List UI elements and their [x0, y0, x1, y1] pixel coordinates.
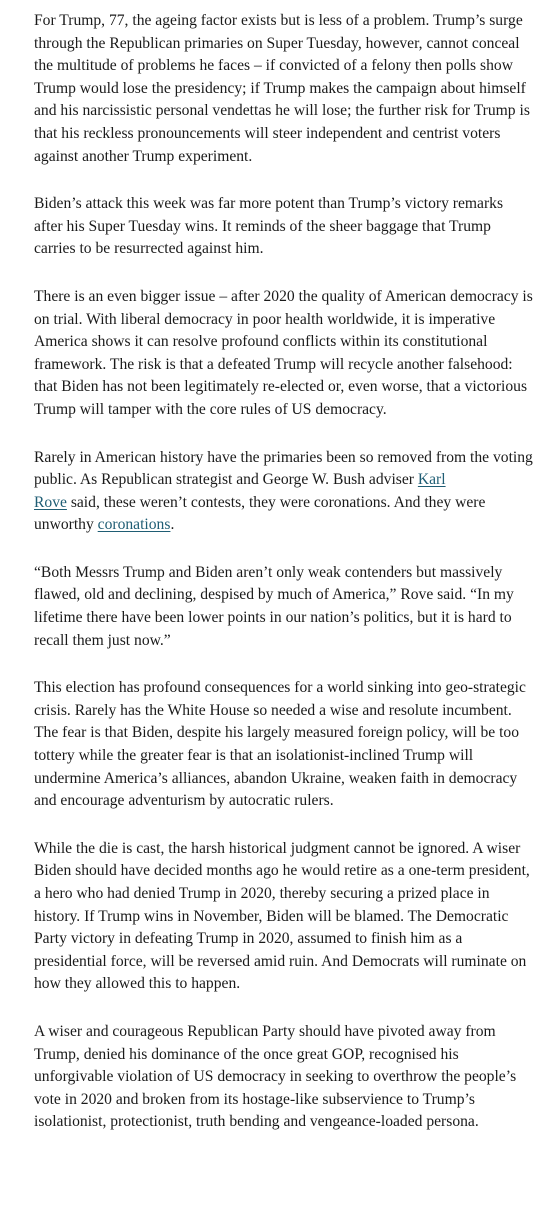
paragraph-primaries-text-a: Rarely in American history have the primaries been so removed from the voting public. As Republican strategist and George W. Bush adviser: [34, 448, 533, 489]
paragraph-ageing-factor: For Trump, 77, the ageing factor exists but is less of a problem. Trump’s surge through the Republican primaries on Super Tuesday, however, cannot conceal the multitude of problems he faces – if convicted of a felony then polls show Trump would lose the presidency; if Trump makes the campaign about himself and his narcissistic personal vendettas he will lose; the further risk for Trump is that his reckless pronouncements will steer independent and centrist voters against another Trump experiment.: [34, 12, 530, 165]
paragraph-republican-party: A wiser and courageous Republican Party should have pivoted away from Trump, denied his dominance of the once great GOP, recognised his unforgivable violation of US democracy in seeking to overthrow the people’s vote in 2020 and broken from its hostage-like subservience to Trump’s isolationist, protectionist, truth bending and vengeance-loaded persona.: [34, 1022, 517, 1131]
karl-rove-link-last: Rove: [34, 493, 67, 511]
paragraph-historical-judgment: While the die is cast, the harsh historical judgment cannot be ignored. A wiser Biden should have decided months ago he would retire as a one-term president, a hero who had denied Trump in 2020, thereby securing a prized place in history. If Trump wins in November, Biden will be blamed. The Democratic Party victory in defeating Trump in 2020, assumed to finish him as a presidential force, will be reversed amid ruin. And Democrats will ruminate on how they allowed this to happen.: [34, 839, 530, 993]
karl-rove-link-first: Karl: [417, 471, 446, 489]
paragraph-primaries-text-c: .: [170, 516, 175, 534]
paragraph-primaries-text-b: said, these weren’t contests, they were coronations. And they were unworthy: [34, 493, 486, 534]
paragraph-election-consequences: This election has profound consequences for a world sinking into geo-strategic crisis. Rarely has the White House so needed a wise and resolute incumbent. The fear is that Biden, despite his largely measured foreign policy, will be too tottery while the greater fear is that an isolationist-inclined Trump will undermine America’s alliances, abandon Ukraine, weaken faith in democracy and encourage adventurism by autocratic rulers.: [34, 679, 526, 810]
article-body: [34, 10, 534, 1134]
paragraph-rove-quote: “Both Messrs Trump and Biden aren’t only weak contenders but massively flawed, old and declining, despised by much of America,” Rove said. “In my lifetime there have been lower points in our nation’s politics, but it is hard to recall them just now.”: [34, 563, 514, 649]
paragraph-democracy-on-trial: There is an even bigger issue – after 2020 the quality of American democracy is on trial. With liberal democracy in poor health worldwide, it is imperative America shows it can resolve profound conflicts within its constitutional framework. The risk is that a defeated Trump will recycle another falsehood: that Biden has not been legitimately re-elected or, even worse, that a victorious Trump will tamper with the core rules of US democracy.: [34, 287, 533, 418]
paragraph-primaries: [34, 447, 534, 537]
coronations-link[interactable]: coronations: [97, 516, 171, 534]
paragraph-biden-attack: Biden’s attack this week was far more potent than Trump’s victory remarks after his Super Tuesday wins. It reminds of the sheer baggage that Trump carries to be resurrected against him.: [34, 195, 504, 258]
